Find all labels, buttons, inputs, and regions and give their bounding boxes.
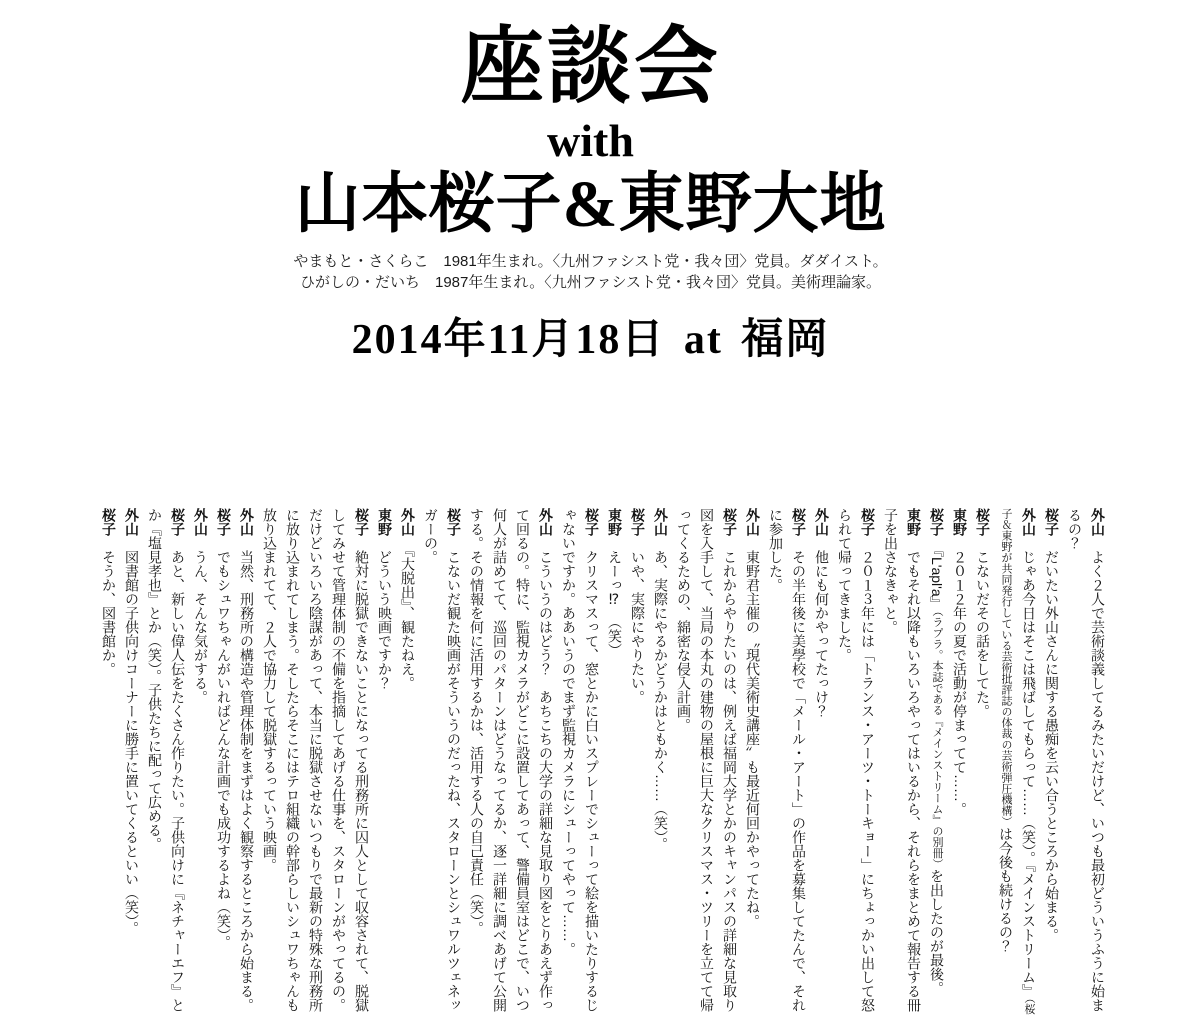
utterance-text: [952, 550, 968, 816]
speaker-name: 桜子: [354, 508, 370, 536]
utterance-segment: ２０１２年の夏で活動が停まってて……。: [952, 550, 968, 816]
dialogue-turn: [649, 508, 672, 1019]
inline-annotation: （桜子＆東野が共同発行している芸術批評誌の体裁の芸術弾圧機構）: [1000, 508, 1035, 1015]
speaker-name: 外山: [239, 508, 255, 536]
document-page: [0, 21, 1181, 1019]
speaker-name: 外山: [745, 508, 761, 536]
utterance-text: [262, 508, 370, 1012]
dialogue-turn: [1063, 508, 1109, 1019]
utterance-segment: あと、新しい偉人伝をたくさん作りたい。子供向けに『ネチャーエフ』とか『塩見孝也』とか（笑）。子供たちに配って広める。: [147, 508, 186, 1012]
utterance-segment: よく２人で芸術談義してるみたいだけど、いつも最初どういうふうに始まるの？: [1067, 508, 1106, 1012]
dialogue-turn: [741, 508, 764, 1019]
page-title: 座談会: [459, 21, 721, 114]
utterance-segment: 東野君主催の〝現代美術史講座〟も最近何回かやってたね。: [745, 550, 761, 928]
utterance-text: [745, 550, 761, 928]
utterance-segment: でもシュワちゃんがいればどんな計画でも成功するよね（笑）。: [216, 550, 232, 949]
utterance-text: [768, 508, 807, 1012]
utterance-segment: だいたい外山さんに関する愚痴を云い合うところから始まる。: [1044, 550, 1060, 942]
utterance-segment: ２０１３年には「トランス・アーツ・トーキョー」にちょっかい出して怒られて帰ってきました。: [837, 508, 876, 1012]
speaker-name: 東野: [377, 508, 393, 536]
speaker-name: 東野: [607, 508, 623, 536]
dialogue-turn: [626, 508, 649, 1019]
utterance-segment: 他にも何かやってたっけ？: [814, 550, 830, 718]
dialogue-turn: [396, 508, 419, 1019]
utterance-segment: そうか、図書館か。: [101, 550, 117, 676]
dialogue-turn: [120, 508, 143, 1019]
speaker-name: 外山: [653, 508, 669, 536]
speaker-name: 桜子: [584, 508, 600, 536]
participant-names: 山本桜子&東野大地: [294, 168, 887, 241]
dialogue-turn: [672, 508, 741, 1019]
utterance-segment: クリスマスって、窓とかに白いスプレーでシューって絵を描いたりするじゃないですか。ああいうのでまず監視カメラにシューってやって……。: [561, 508, 600, 1012]
utterance-segment: これからやりたいのは、例えば福岡大学とかのキャンパスの詳細な見取り図を入手して、当局の本丸の建物の屋根に巨大なクリスマス・ツリーを立てて帰ってくるための、綿密な侵入計画。: [676, 508, 738, 1012]
utterance-text: [883, 508, 922, 1012]
participant-profiles: [0, 252, 1181, 293]
utterance-segment: 図書館の子供向けコーナーに勝手に置いてくるといい（笑）。: [124, 550, 140, 935]
utterance-text: [400, 550, 416, 690]
dialogue-turn: [557, 508, 603, 1019]
date-location: 2014年11月18日 at 福岡: [351, 317, 830, 363]
utterance-segment: 『L'apl'a』: [929, 550, 945, 611]
dialogue-turn: [994, 508, 1040, 1019]
dialogue-turn: [925, 508, 948, 1019]
dialogue-turn: [603, 508, 626, 1019]
speaker-name: 桜子: [929, 508, 945, 536]
speaker-name: 桜子: [722, 508, 738, 536]
utterance-segment: じゃあ今日はそこは飛ばしてもらって……（笑）。『メインストリーム』: [1021, 550, 1037, 998]
utterance-segment: いや、実際にやりたい。: [630, 550, 646, 704]
utterance-segment: でもそれ以降もいろいろやってはいるから、それらをまとめて報告する冊子を出さなきゃと。: [883, 508, 922, 1012]
speaker-name: 外山: [193, 508, 209, 536]
utterance-text: [377, 550, 393, 690]
utterance-text: [929, 550, 945, 995]
utterance-segment: あ、実際にやるかどうかはともかく……（笑）。: [653, 550, 669, 851]
utterance-segment: こないだその話をしてた。: [975, 550, 991, 718]
subtitle-with: with: [547, 115, 634, 166]
dialogue-turn: [419, 508, 465, 1019]
utterance-text: [216, 550, 232, 949]
utterance-text: [837, 508, 876, 1012]
speaker-name: 桜子: [170, 508, 186, 536]
utterance-text: [239, 550, 255, 1012]
utterance-text: [1067, 508, 1106, 1012]
speaker-name: 外山: [1021, 508, 1037, 536]
utterance-text: [975, 550, 991, 718]
dialogue-turn: [879, 508, 925, 1019]
dialogue-turn: [465, 508, 557, 1019]
dialogue-turn: [373, 508, 396, 1019]
utterance-text: [193, 550, 209, 704]
profile-line-daichi: ひがしの・だいち 1987年生まれ。〈九州ファシスト党・我々団〉党員。美術理論家。: [299, 273, 882, 291]
dialogue-body: [97, 508, 1109, 1019]
speaker-name: 東野: [952, 508, 968, 536]
utterance-text: [124, 550, 140, 935]
speaker-name: 桜子: [101, 508, 117, 536]
header: [0, 21, 1181, 363]
utterance-segment: えーっ⁉ （笑）: [607, 550, 623, 657]
utterance-segment: は今後も続けるの？: [998, 827, 1014, 953]
speaker-name: 桜子: [630, 508, 646, 536]
dialogue-turn: [948, 508, 971, 1019]
speaker-name: 桜子: [446, 508, 462, 536]
speaker-name: 外山: [400, 508, 416, 536]
utterance-segment: こういうのはどう？ あちこちの大学の詳細な見取り図をとりあえず作って回るの。特に、監視カメラがどこに設置してあって、警備員室はどこで、いつ何人が詰めてて、巡回のパターンはどうなってるか、逐一詳細に調べあげて公開する。その情報を何に活用するかは、活用する人の自己責任（笑）。: [469, 508, 554, 1012]
speaker-name: 外山: [1090, 508, 1106, 536]
utterance-segment: その半年後に美學校で「メール・アート」の作品を募集してたんで、それに参加した。: [768, 508, 807, 1012]
dialogue-turn: [971, 508, 994, 1019]
dialogue-turn: [833, 508, 879, 1019]
speaker-name: 桜子: [860, 508, 876, 536]
dialogue-turn: [189, 508, 212, 1019]
utterance-segment: 絶対に脱獄できないことになってる刑務所に囚人として収容されて、脱獄してみせて管理体制の不備を指摘してあげる仕事を、スタローンがやってるの。だけどいろいろ陰謀があって、本当に脱獄させないつもりで最新の特殊な刑務所に放り込まれてしまう。そしたらそこにはテロ組織の幹部らしいシュワちゃんも放り込まれてて、２人で協力して脱獄するっていう映画。: [262, 508, 370, 1012]
utterance-text: [101, 550, 117, 676]
speaker-name: 東野: [906, 508, 922, 536]
utterance-segment: 『大脱出』、観たねえ。: [400, 550, 416, 690]
speaker-name: 桜子: [1044, 508, 1060, 536]
dialogue-turn: [97, 508, 120, 1019]
profile-line-sakurako: やまもと・さくらこ 1981年生まれ。〈九州ファシスト党・我々団〉党員。ダダイスト。: [293, 253, 888, 270]
utterance-segment: を出したのが最後。: [929, 869, 945, 996]
utterance-text: [147, 508, 186, 1012]
dialogue-turn: [258, 508, 373, 1019]
speaker-name: 外山: [814, 508, 830, 536]
utterance-segment: うん、そんな気がする。: [193, 550, 209, 704]
inline-annotation: （ラプラ。本誌である『メインストリーム』の別冊）: [931, 610, 943, 870]
dialogue-turn: [764, 508, 810, 1019]
dialogue-turn: [810, 508, 833, 1019]
speaker-name: 外山: [538, 508, 554, 536]
utterance-text: [814, 550, 830, 718]
utterance-segment: どういう映画ですか？: [377, 550, 393, 690]
dialogue-turn: [1040, 508, 1063, 1019]
dialogue-turn: [212, 508, 235, 1019]
dialogue-turn: [143, 508, 189, 1019]
dialogue-turn: [235, 508, 258, 1019]
speaker-name: 桜子: [216, 508, 232, 536]
utterance-segment: こないだ観た映画がそういうのだったね、スタローンとシュワルツェネッガーの。: [423, 508, 462, 1012]
utterance-text: [1044, 550, 1060, 942]
speaker-name: 桜子: [791, 508, 807, 536]
utterance-text: [676, 508, 738, 1012]
utterance-text: [469, 508, 554, 1012]
utterance-text: [607, 550, 623, 657]
utterance-text: [653, 550, 669, 851]
utterance-text: [998, 508, 1037, 1015]
speaker-name: 外山: [124, 508, 140, 536]
speaker-name: 桜子: [975, 508, 991, 536]
utterance-text: [423, 508, 462, 1012]
utterance-text: [561, 508, 600, 1012]
utterance-segment: 当然、刑務所の構造や管理体制をまずはよく観察するところから始まる。: [239, 550, 255, 1012]
utterance-text: [630, 550, 646, 704]
